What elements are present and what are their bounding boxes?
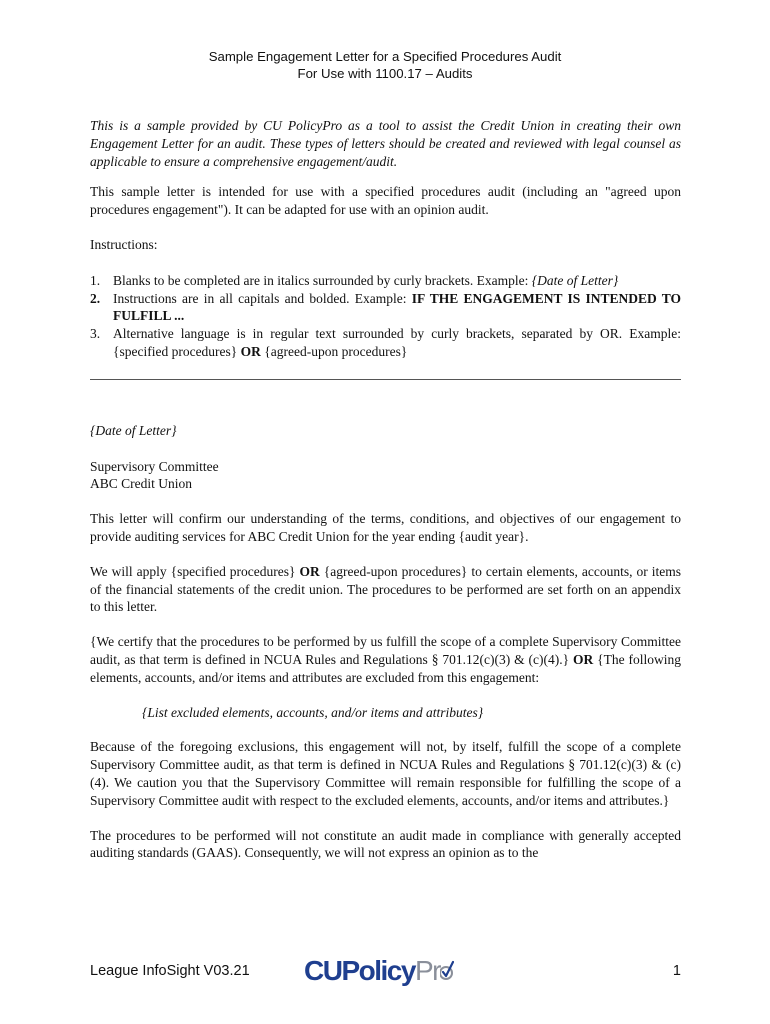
letter-paragraph-4: Because of the foregoing exclusions, this engagement will not, by itself, fulfill the scope of a complete Supervisory Committee audit, as that term is defined in NCUA Rules and Regulations § 701.12(c)(3) & (c)(4). We caution you that the Supervisory Committee will remain responsible for fulfilling the scope of a Supervisory Committee audit with respect to the excluded elements, accounts, and/or items and attributes.}: [90, 739, 681, 808]
instruction-text-after: {agreed-upon procedures}: [260, 343, 408, 359]
instruction-number: 2.: [90, 290, 101, 306]
instruction-item: [90, 290, 681, 326]
usage-paragraph: This sample letter is intended for use with a specified procedures audit (including an "agreed upon procedures engagement"). It can be adapted for use with an opinion audit.: [90, 184, 681, 218]
section-divider: [90, 379, 681, 380]
instruction-example: {Date of Letter}: [531, 272, 619, 288]
excluded-items-placeholder: {List excluded elements, accounts, and/or items and attributes}: [142, 704, 484, 720]
letter-paragraph-5: The procedures to be performed will not constitute an audit made in compliance with generally accepted auditing standards (GAAS). Consequently, we will not express an opinion as to the: [90, 827, 681, 861]
logo-policy: Policy: [341, 955, 415, 986]
para2-start: We will apply {specified procedures}: [90, 563, 300, 579]
page-number: 1: [672, 963, 681, 979]
instruction-item: [90, 325, 681, 361]
para2-or: OR: [299, 563, 320, 579]
instructions-heading: Instructions:: [90, 236, 158, 252]
title-line-1: Sample Engagement Letter for a Specified Procedures Audit: [208, 49, 562, 64]
recipient-line-2: ABC Credit Union: [90, 476, 193, 492]
letter-paragraph-1: This letter will confirm our understanding of the terms, conditions, and objectives of our engagement to provide auditing services for ABC Credit Union for the year ending {audit year}.: [90, 511, 681, 544]
instruction-item: [90, 272, 681, 290]
para3-start: {We certify that the procedures to be performed by us fulfill the scope of a complete Supervisory Committee audit, as that term is defined in NCUA Rules and Regulations § 701.12(c)(3) & (c)(4).}: [90, 634, 681, 667]
instruction-example: IF THE ENGAGEMENT IS INTENDED TO FULFILL ...: [113, 290, 681, 324]
letter-paragraph-3: [90, 633, 681, 686]
para3-end: {The following elements, accounts, and/or items and attributes are excluded from this engagement:: [90, 651, 681, 685]
footer-version: League InfoSight V03.21: [90, 963, 250, 979]
para2-end: {agreed-upon procedures} to certain elements, accounts, or items of the financial statements of the credit union. The procedures to be performed are set forth on an appendix to this letter.: [90, 563, 681, 615]
instruction-number: 1.: [90, 272, 101, 288]
letter-paragraph-2: [90, 563, 681, 616]
instruction-or: OR: [240, 343, 261, 359]
document-header: [0, 48, 770, 82]
date-placeholder: {Date of Letter}: [90, 422, 177, 438]
document-body: [90, 117, 681, 862]
disclaimer-paragraph: This is a sample provided by CU PolicyPro as a tool to assist the Credit Union in creating their own Engagement Letter for an audit. These types of letters should be created and reviewed with legal counsel as applicable to ensure a comprehensive engagement/audit.: [90, 118, 681, 169]
instruction-text: Instructions are in all capitals and bolded. Example:: [113, 290, 412, 306]
logo-pro: Pr: [414, 955, 440, 986]
instruction-text: Alternative language is in regular text surrounded by curly brackets, separated by OR. Example: {specified procedures}: [113, 326, 681, 359]
check-mark-icon: [440, 958, 454, 982]
title-line-2: For Use with 1100.17 – Audits: [297, 66, 473, 81]
document-footer: [90, 955, 681, 989]
para3-or: OR: [572, 651, 594, 667]
instructions-list: [90, 272, 681, 361]
instruction-text: Blanks to be completed are in italics surrounded by curly brackets. Example:: [113, 272, 532, 288]
logo-cu: CU: [304, 955, 342, 986]
instruction-number: 3.: [90, 326, 101, 342]
recipient-line-1: Supervisory Committee: [90, 458, 219, 474]
cu-policypro-logo: [304, 955, 454, 989]
